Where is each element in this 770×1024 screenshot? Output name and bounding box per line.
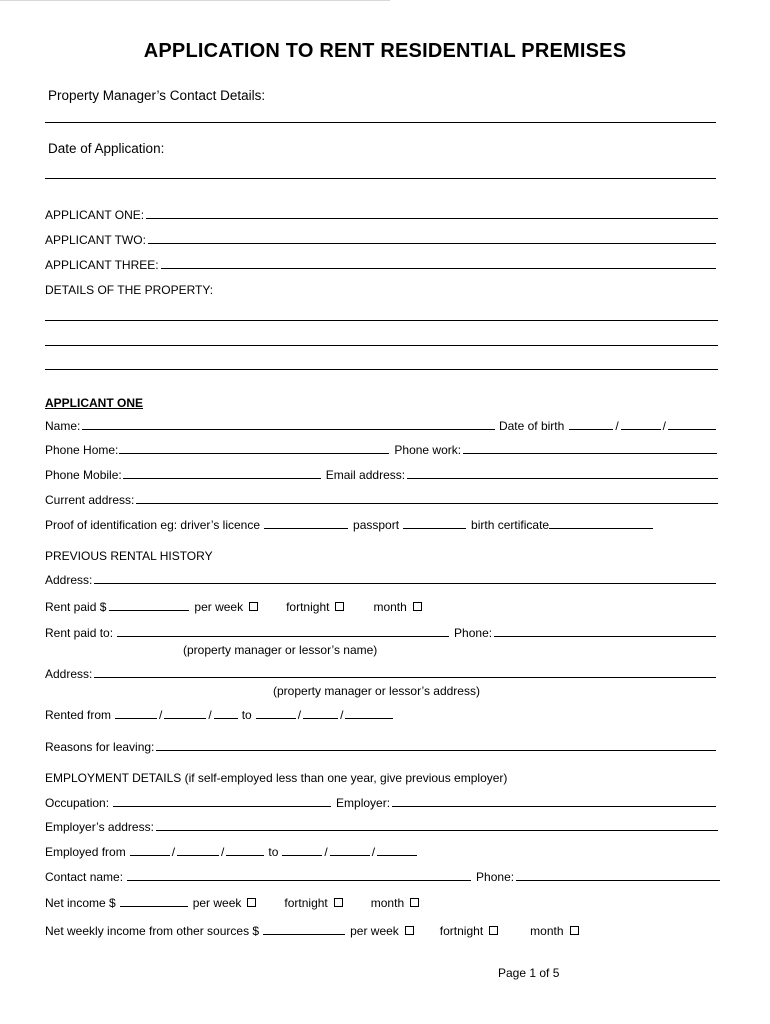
employment-heading: EMPLOYMENT DETAILS (if self-employed less than one year, give previous employer) (45, 771, 508, 785)
lessor-address-row (45, 667, 716, 681)
net-income-row (45, 896, 419, 910)
lessor-address-label: Address: (45, 667, 93, 681)
other-fortnight-label: fortnight (439, 924, 484, 938)
applicant-one-row (45, 208, 718, 222)
email-field[interactable] (407, 478, 718, 479)
lessor-address-caption: (property manager or lessor’s address) (273, 684, 480, 698)
other-month-checkbox[interactable] (570, 926, 579, 935)
contact-name-label: Contact name: (45, 870, 124, 884)
contact-phone-label: Phone: (476, 870, 515, 884)
rented-from-row (45, 708, 394, 722)
rented-from-label: Rented from (45, 708, 112, 722)
other-per-week-checkbox[interactable] (405, 926, 414, 935)
rented-to-label: to (241, 708, 252, 722)
rent-per-week-checkbox[interactable] (249, 602, 258, 611)
other-per-week-label: per week (350, 924, 399, 938)
employer-address-field[interactable] (156, 830, 718, 831)
rent-paid-label: Rent paid $ (45, 600, 107, 614)
contact-phone-field[interactable] (516, 880, 720, 881)
dob-day-field[interactable] (569, 429, 613, 430)
birth-certificate-field[interactable] (549, 528, 653, 529)
other-fortnight-checkbox[interactable] (489, 926, 498, 935)
property-details-label: DETAILS OF THE PROPERTY: (45, 283, 214, 297)
name-row (45, 419, 717, 433)
occupation-label: Occupation: (45, 796, 110, 810)
date-of-application-label: Date of Application: (48, 141, 165, 156)
occupation-field[interactable] (113, 806, 331, 807)
rented-to-year[interactable] (345, 718, 393, 719)
rental-address-label: Address: (45, 573, 93, 587)
phone-mobile-label: Phone Mobile: (45, 468, 122, 482)
employed-to-month[interactable] (330, 855, 370, 856)
reasons-field[interactable] (156, 750, 716, 751)
net-per-week-label: per week (192, 896, 242, 910)
proof-id-row (45, 518, 654, 532)
contact-name-field[interactable] (127, 880, 471, 881)
employer-label: Employer: (336, 796, 391, 810)
phone-home-row (45, 443, 717, 457)
reasons-row (45, 740, 716, 754)
rent-month-label: month (373, 600, 407, 614)
applicant-one-label: APPLICANT ONE: (45, 208, 145, 222)
net-month-label: month (370, 896, 405, 910)
rented-from-year[interactable] (214, 718, 238, 719)
applicant-one-heading: APPLICANT ONE (45, 396, 144, 410)
name-field[interactable] (82, 429, 495, 430)
applicant-three-label: APPLICANT THREE: (45, 258, 159, 272)
applicant-one-field[interactable] (146, 218, 718, 219)
dob-month-field[interactable] (621, 429, 661, 430)
phone-work-field[interactable] (463, 453, 717, 454)
employed-to-sep-2: / (371, 845, 376, 859)
rent-phone-field[interactable] (494, 636, 716, 637)
manager-contact-field[interactable] (45, 122, 716, 123)
net-fortnight-label: fortnight (284, 896, 328, 910)
current-address-row (45, 493, 718, 507)
applicant-three-field[interactable] (161, 268, 716, 269)
dob-sep-1: / (615, 419, 619, 433)
dob-year-field[interactable] (668, 429, 716, 430)
phone-home-field[interactable] (119, 453, 389, 454)
rent-per-week-label: per week (194, 600, 244, 614)
other-month-label: month (530, 924, 564, 938)
employed-to-day[interactable] (282, 855, 322, 856)
employed-from-row (45, 845, 418, 859)
rented-from-sep-2: / (208, 708, 212, 722)
reasons-label: Reasons for leaving: (45, 740, 155, 754)
employed-from-label: Employed from (45, 845, 126, 859)
passport-label: passport (353, 518, 400, 532)
employed-from-day[interactable] (130, 855, 170, 856)
manager-contact-label: Property Manager’s Contact Details: (48, 88, 266, 103)
applicant-three-row (45, 258, 716, 272)
top-edge-line (0, 0, 390, 1)
net-income-field[interactable] (120, 906, 188, 907)
page-number: Page 1 of 5 (498, 966, 560, 980)
applicant-two-label: APPLICANT TWO: (45, 233, 146, 247)
phone-home-label: Phone Home: (45, 443, 119, 457)
rent-fortnight-checkbox[interactable] (335, 602, 344, 611)
net-per-week-checkbox[interactable] (247, 898, 256, 907)
employed-to-sep-1: / (324, 845, 328, 859)
lessor-address-field[interactable] (94, 677, 716, 678)
rent-phone-label: Phone: (454, 626, 493, 640)
employer-field[interactable] (392, 806, 716, 807)
net-fortnight-checkbox[interactable] (334, 898, 343, 907)
form-title: APPLICATION TO RENT RESIDENTIAL PREMISES (143, 40, 627, 62)
drivers-licence-field[interactable] (264, 528, 348, 529)
date-of-application-field[interactable] (45, 178, 716, 179)
rent-month-checkbox[interactable] (413, 602, 422, 611)
rent-paid-to-field[interactable] (117, 636, 449, 637)
employer-address-row (45, 820, 718, 834)
other-income-row (45, 924, 579, 938)
applicant-two-row (45, 233, 716, 247)
rented-to-sep-2: / (340, 708, 344, 722)
property-details-row (45, 283, 213, 297)
phone-work-label: Phone work: (394, 443, 462, 457)
employed-from-sep-1: / (171, 845, 176, 859)
occupation-row (45, 796, 716, 810)
rent-paid-field[interactable] (109, 610, 189, 611)
rented-to-day[interactable] (256, 718, 296, 719)
employed-from-month[interactable] (177, 855, 219, 856)
dob-label: Date of birth (498, 419, 565, 433)
current-address-field[interactable] (136, 503, 718, 504)
rental-history-heading: PREVIOUS RENTAL HISTORY (45, 549, 213, 563)
property-line-2[interactable] (45, 345, 718, 346)
other-income-label: Net weekly income from other sources $ (45, 924, 260, 938)
rental-address-row (45, 573, 716, 587)
passport-field[interactable] (403, 528, 466, 529)
contact-name-row (45, 870, 720, 884)
net-month-checkbox[interactable] (410, 898, 419, 907)
rented-from-sep-1: / (159, 708, 163, 722)
birth-certificate-label: birth certificate (471, 518, 550, 532)
rental-address-field[interactable] (94, 583, 716, 584)
rented-from-day[interactable] (115, 718, 157, 719)
rented-to-sep-1: / (297, 708, 302, 722)
name-label: Name: (45, 419, 81, 433)
rented-from-month[interactable] (164, 718, 206, 719)
rent-paid-row (45, 600, 422, 614)
applicant-two-field[interactable] (148, 243, 716, 244)
other-income-field[interactable] (263, 934, 345, 935)
phone-mobile-field[interactable] (123, 478, 321, 479)
rent-paid-to-label: Rent paid to: (45, 626, 114, 640)
property-line-1[interactable] (45, 320, 718, 321)
current-address-label: Current address: (45, 493, 135, 507)
email-label: Email address: (325, 468, 406, 482)
dob-sep-2: / (662, 419, 666, 433)
employer-address-label: Employer’s address: (45, 820, 154, 834)
rent-paid-to-row (45, 626, 716, 640)
net-income-label: Net income $ (45, 896, 116, 910)
employed-from-year[interactable] (226, 855, 264, 856)
lessor-name-caption: (property manager or lessor’s name) (183, 643, 378, 657)
rented-to-month[interactable] (303, 718, 338, 719)
phone-mobile-row (45, 468, 718, 482)
proof-id-label: Proof of identification eg: driver’s licence (45, 518, 261, 532)
employed-to-label: to (268, 845, 279, 859)
employed-from-sep-2: / (221, 845, 225, 859)
property-line-3[interactable] (45, 369, 718, 370)
rent-fortnight-label: fortnight (286, 600, 330, 614)
employed-to-year[interactable] (377, 855, 417, 856)
